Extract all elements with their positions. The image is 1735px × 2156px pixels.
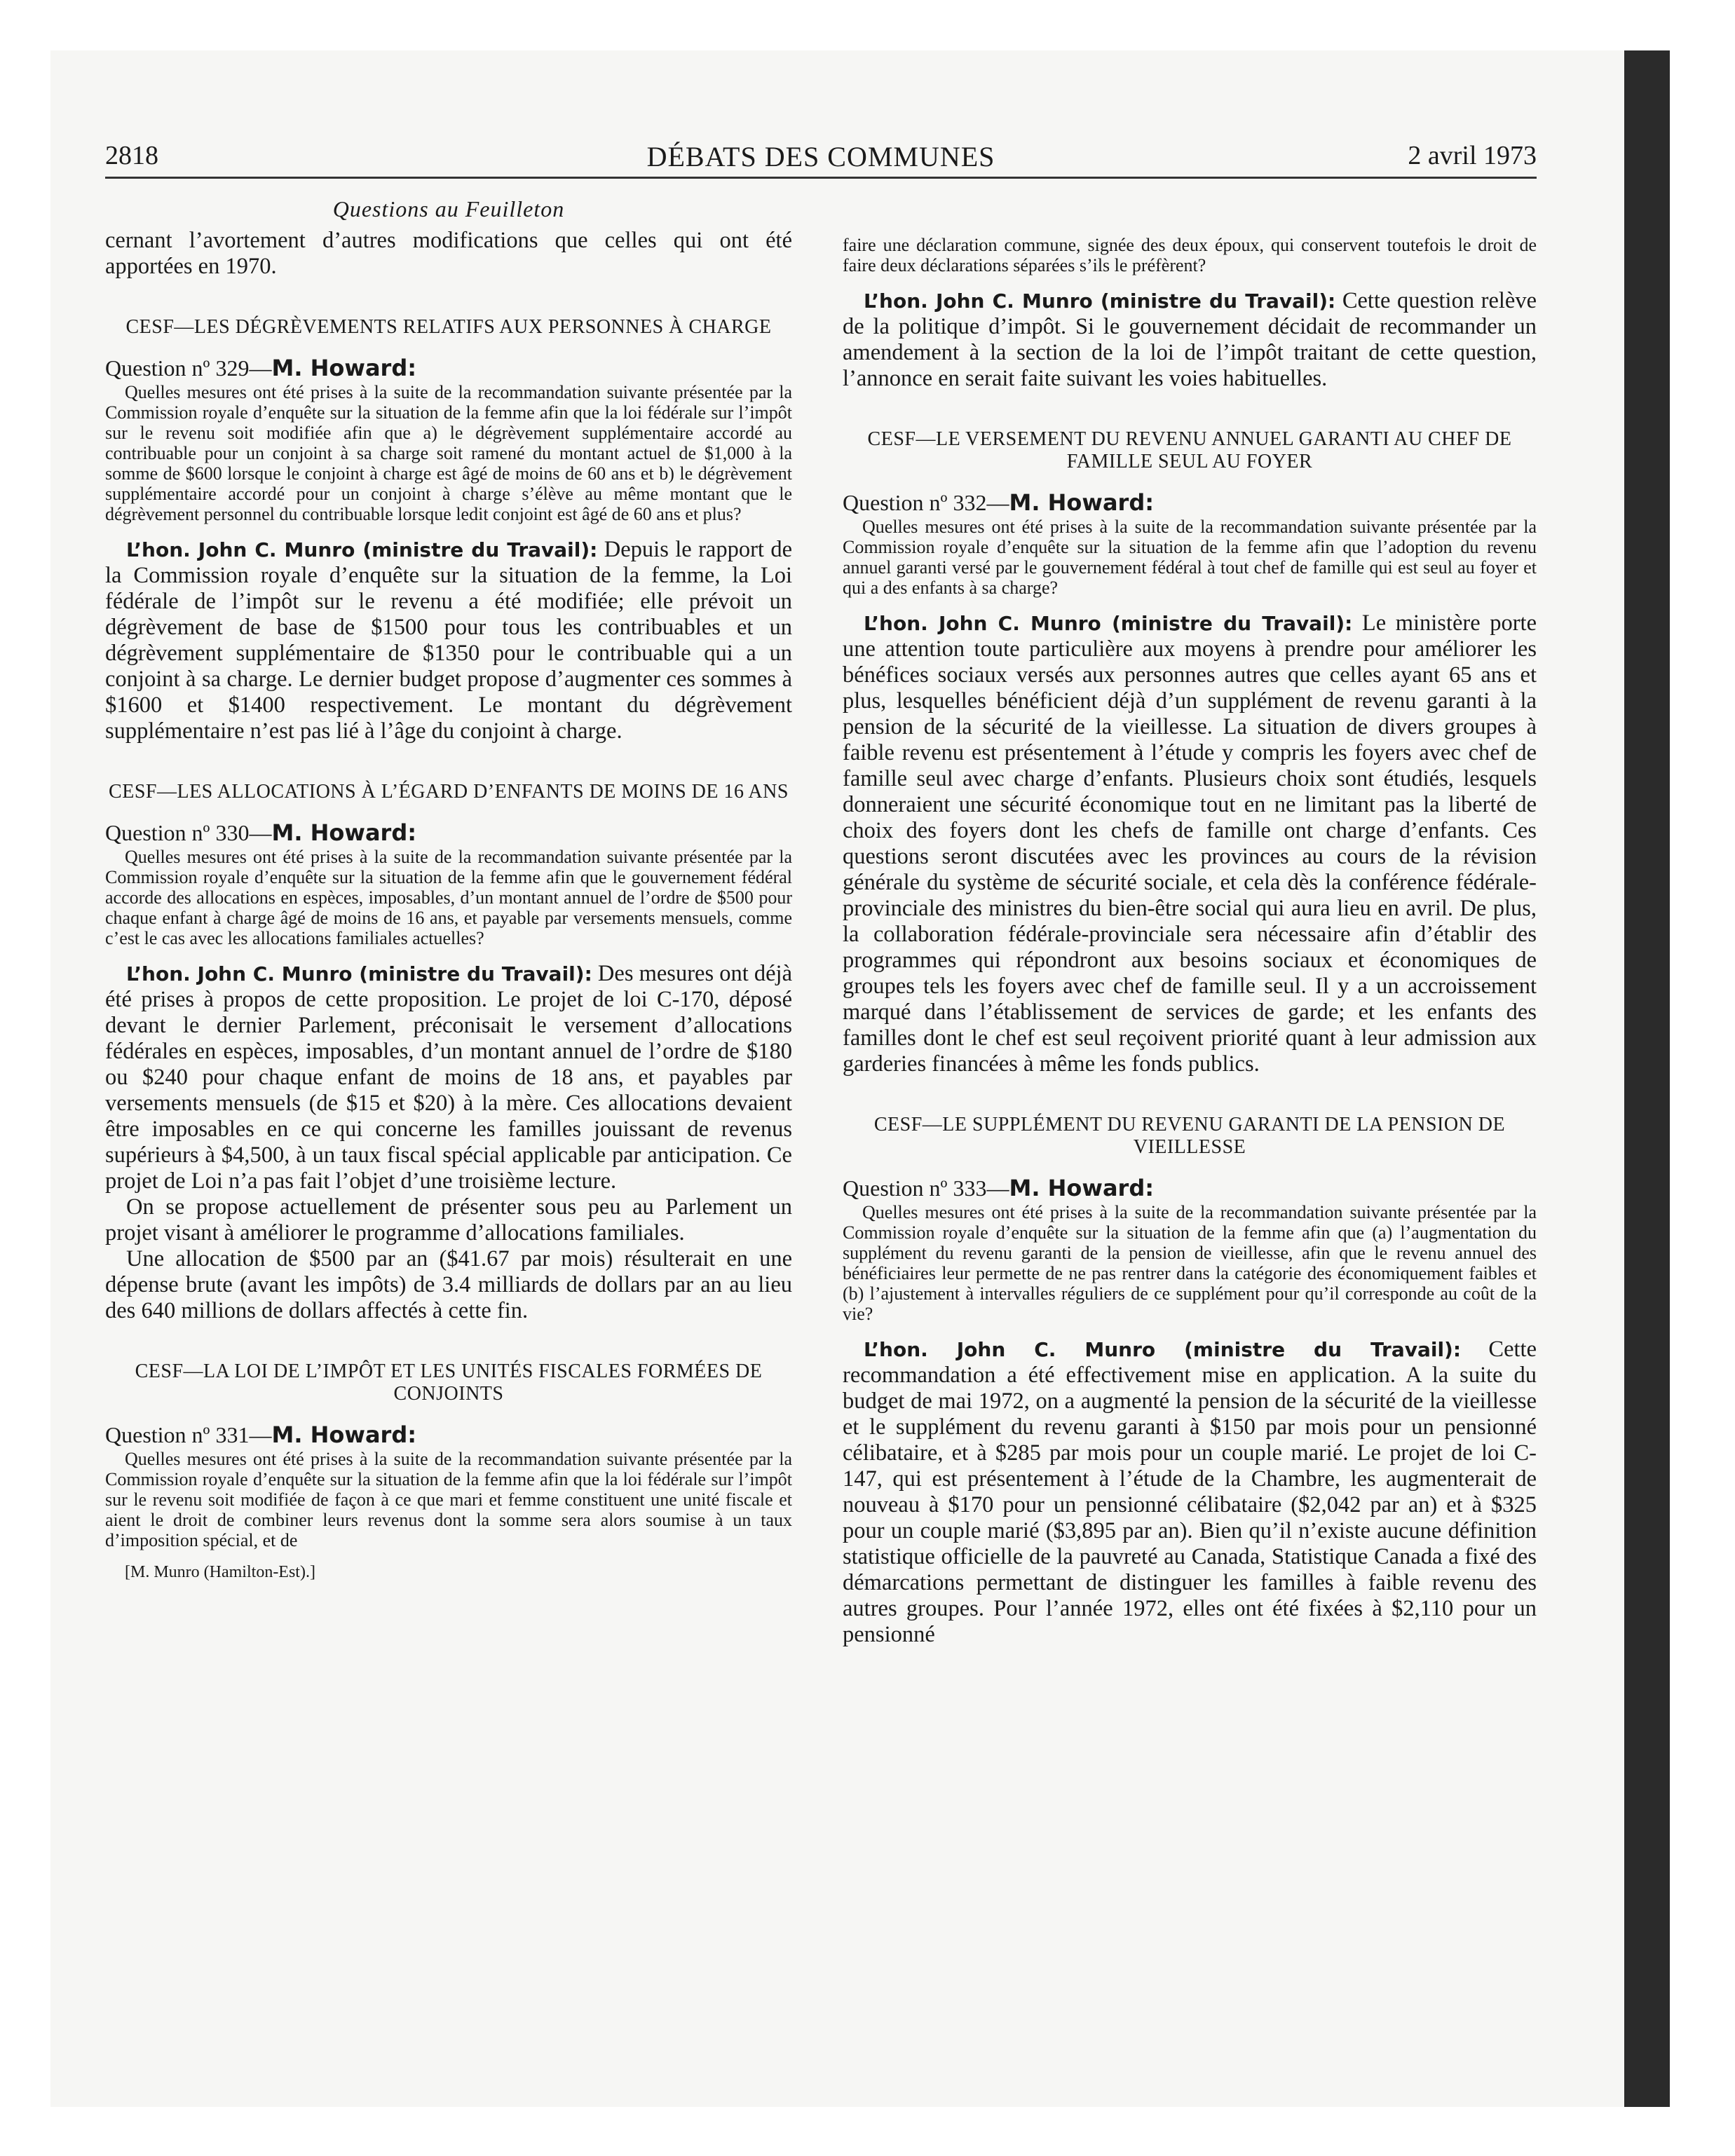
running-head: Questions au Feuilleton xyxy=(332,196,565,221)
question-number: Question nº 331— xyxy=(105,1422,272,1447)
answer-paragraph xyxy=(843,1337,1537,1648)
continued-question-text: faire une déclaration commune, signée des deux époux, qui conservent toutefois le droit de faire deux déclarations séparées s’ils le préfèrent? xyxy=(843,235,1537,275)
speaker-name: L’hon. John C. Munro (ministre du Travail): xyxy=(864,1338,1462,1361)
speaker-name: L’hon. John C. Munro (ministre du Travail): xyxy=(864,289,1336,313)
question-text: Quelles mesures ont été prises à la suite de la recommandation suivante présentée par la Commission royale d’enquête sur la situation de la femme afin que (a) l’augmentation du supplément du revenu garanti de la pension de vieillesse, afin que le revenu annuel des bénéficiaires leur permette de ne pas rentrer dans la catégorie des économiquement faibles et (b) l’ajustement à intervalles réguliers de ce supplément pour qu’il corresponde au coût de la vie? xyxy=(843,1202,1537,1324)
continued-text: cernant l’avortement d’autres modifications que celles qui ont été apportées en 1970. xyxy=(105,228,792,279)
section-heading-332: CESF—LE VERSEMENT DU REVENU ANNUEL GARANTI AU CHEF DE FAMILLE SEUL AU FOYER xyxy=(867,428,1512,472)
question-text: Quelles mesures ont été prises à la suite de la recommandation suivante présentée par la Commission royale d’enquête sur la situation de la femme afin que la loi fédérale sur l’impôt sur le revenu soit modifiée afin que a) le dégrèvement supplémentaire accordé au contribuable pour un conjoint à sa charge soit ramené du montant actuel de $1,000 à la somme de $600 lorsque le conjoint à charge est âgé de moins de 60 ans et b) le dégrèvement supplémentaire accordé pour un conjoint à charge s’élève au même montant que le dégrèvement personnel du contribuable lorsque ledit conjoint est âgé de 60 ans et plus? xyxy=(105,382,792,524)
speaker-name: L’hon. John C. Munro (ministre du Travail): xyxy=(126,962,592,985)
question-asker: M. Howard: xyxy=(1009,489,1155,516)
speaker-name: L’hon. John C. Munro (ministre du Travail): xyxy=(864,612,1353,635)
question-number: Question nº 333— xyxy=(843,1175,1009,1201)
scan-edge-bar xyxy=(1624,50,1670,2107)
section-heading-331: CESF—LA LOI DE L’IMPÔT ET LES UNITÉS FISCALES FORMÉES DE CONJOINTS xyxy=(135,1360,763,1405)
answer-text: Cette recommandation a été effectivement mise en application. A la suite du budget de mai 1972, on a augmenté la pension de la sécurité de la vieillesse et le supplément du revenu garanti à $150 par mois pour un pensionné célibataire, et à $285 par mois pour un couple marié. Le projet de loi C-147, qui est présentement à l’étude de la Chambre, les augmenterait de nouveau à $170 pour un pensionné célibataire ($2,042 par an) et à $325 pour un couple marié ($3,895 par an). Bien qu’il n’existe aucune définition statistique officielle de la pauvreté au Canada, Statistique Canada a fixé des démarcations permettant de distinguer les familles à faible revenu des autres groupes. Pour l’année 1972, elles ont été fixées à $2,110 pour un pensionné xyxy=(843,1337,1537,1647)
answer-text: Cette question relève de la politique d’impôt. Si le gouvernement décidait de recommander un amendement à la section de la loi de l’impôt traitant de cette question, l’annonce en serait faite suivant les voies habituelles. xyxy=(843,288,1537,391)
section-heading-330: CESF—LES ALLOCATIONS À L’ÉGARD D’ENFANTS DE MOINS DE 16 ANS xyxy=(109,781,789,803)
question-329-line xyxy=(105,355,792,381)
question-asker: M. Howard: xyxy=(271,1421,417,1448)
question-331-line xyxy=(105,1422,792,1447)
answer-paragraph xyxy=(843,610,1537,1077)
answer-paragraph xyxy=(105,537,792,744)
answer-paragraph xyxy=(843,288,1537,392)
question-330-line xyxy=(105,820,792,845)
answer-paragraph-3: Une allocation de $500 par an ($41.67 par mois) résulterait en une dépense brute (avant les impôts) de 3.4 milliards de dollars par an au lieu des 640 millions de dollars affectés à cette fin. xyxy=(105,1246,792,1323)
answer-paragraph xyxy=(105,961,792,1194)
page-header xyxy=(105,140,1537,179)
publication-date: 2 avril 1973 xyxy=(1408,141,1537,170)
question-332-line xyxy=(843,490,1537,515)
question-333-line xyxy=(843,1175,1537,1201)
question-number: Question nº 332— xyxy=(843,490,1009,515)
right-column xyxy=(843,235,1537,1648)
question-number: Question nº 329— xyxy=(105,355,272,381)
question-text: Quelles mesures ont été prises à la suite de la recommandation suivante présentée par la Commission royale d’enquête sur la situation de la femme afin que la loi fédérale sur l’impôt sur le revenu soit modifiée de façon à ce que mari et femme constituent une unité fiscale et aient le droit de combiner leurs revenus dont la somme sera alors soumise à un taux d’imposition spécial, et de xyxy=(105,1449,792,1550)
answer-text: Depuis le rapport de la Commission royale d’enquête sur la situation de la femme, la Loi fédérale de l’impôt sur le revenu a été modifiée; elle prévoit un dégrèvement de base de $1500 pour tous les contribuables et un dégrèvement supplémentaire de $1350 pour le contribuable qui a un conjoint à sa charge. Le dernier budget propose d’augmenter ces sommes à $1600 et $1400 respectivement. Le montant du dégrèvement supplémentaire n’est pas lié à l’âge du conjoint à charge. xyxy=(105,537,792,744)
question-text: Quelles mesures ont été prises à la suite de la recommandation suivante présentée par la Commission royale d’enquête sur la situation de la femme afin que l’adoption du revenu annuel garanti versé par le gouvernement fédéral à tout chef de famille qui est seul au foyer et qui a des enfants à sa charge? xyxy=(843,517,1537,598)
answer-text: Le ministère porte une attention toute particulière aux moyens à prendre pour améliorer les bénéfices sociaux versés aux personnes autres que celles ayant 65 ans et plus, lesquelles bénéficient déjà d’un supplément de revenu garanti à la pension de la sécurité de la vieillesse. La situation de divers groupes à faible revenu est présentement à l’étude y compris les foyers avec chef de famille seul avec charge d’enfants. Plusieurs choix sont étudiés, lesquels donneraient une sécurité économique tout en ne limitant pas la liberté de choix des foyers dont les chefs de famille ont charge d’enfants. Ces questions seront discutées avec les provinces au cours de la révision générale du système de sécurité sociale, et cela dès la conférence fédérale-provinciale des ministres du bien-être social qui aura lieu en avril. De plus, la collaboration fédérale-provinciale sera nécessaire afin d’établir des programmes qui répondront aux besoins sociaux et économiques de groupes tels les foyers avec chef de famille seul. Il y a un accroissement marqué dans l’établissement de services de garde; et les enfants des familles dont le chef est seul reçoivent priorité quant à leur admission aux garderies financées à même les fonds publics. xyxy=(843,610,1537,1077)
question-asker: M. Howard: xyxy=(271,819,417,846)
question-number: Question nº 330— xyxy=(105,820,272,845)
answer-text: Des mesures ont déjà été prises à propos de cette proposition. Le projet de loi C-170, déposé devant le dernier Parlement, préconisait le versement d’allocations fédérales en espèces, imposables, d’un montant annuel de l’ordre de $180 ou $240 pour chaque enfant de moins de 18 ans, et payables par versements mensuels (de $15 et $20) à la mère. Ces allocations devaient être imposables en ce qui concerne les familles jouissant de revenus supérieurs à $4,500, à un taux fiscal spécial applicable par anticipation. Ce projet de Loi n’a pas fait l’objet d’une troisième lecture. xyxy=(105,961,793,1194)
question-asker: M. Howard: xyxy=(271,355,417,381)
speaker-name: L’hon. John C. Munro (ministre du Travail): xyxy=(126,538,598,561)
left-column xyxy=(105,196,792,1582)
question-text: Quelles mesures ont été prises à la suite de la recommandation suivante présentée par la Commission royale d’enquête sur la situation de la femme afin que le gouvernement fédéral accorde des allocations en espèces, imposables, d’un montant annuel de l’ordre de $500 pour chaque enfant à charge âgé de moins de 16 ans, et payable par versements mensuels, comme c’est le cas avec les allocations familiales actuelles? xyxy=(105,847,792,948)
page-footer-note: [M. Munro (Hamilton-Est).] xyxy=(125,1563,315,1581)
answer-paragraph-2: On se propose actuellement de présenter sous peu au Parlement un projet visant à améliorer le programme d’allocations familiales. xyxy=(105,1194,792,1246)
section-heading-333: CESF—LE SUPPLÉMENT DU REVENU GARANTI DE LA PENSION DE VIEILLESSE xyxy=(873,1114,1506,1158)
section-heading-329: CESF—LES DÉGRÈVEMENTS RELATIFS AUX PERSONNES À CHARGE xyxy=(125,316,772,338)
page-number: 2818 xyxy=(105,141,158,170)
publication-title: DÉBATS DES COMMUNES xyxy=(646,141,995,172)
question-asker: M. Howard: xyxy=(1009,1175,1155,1201)
